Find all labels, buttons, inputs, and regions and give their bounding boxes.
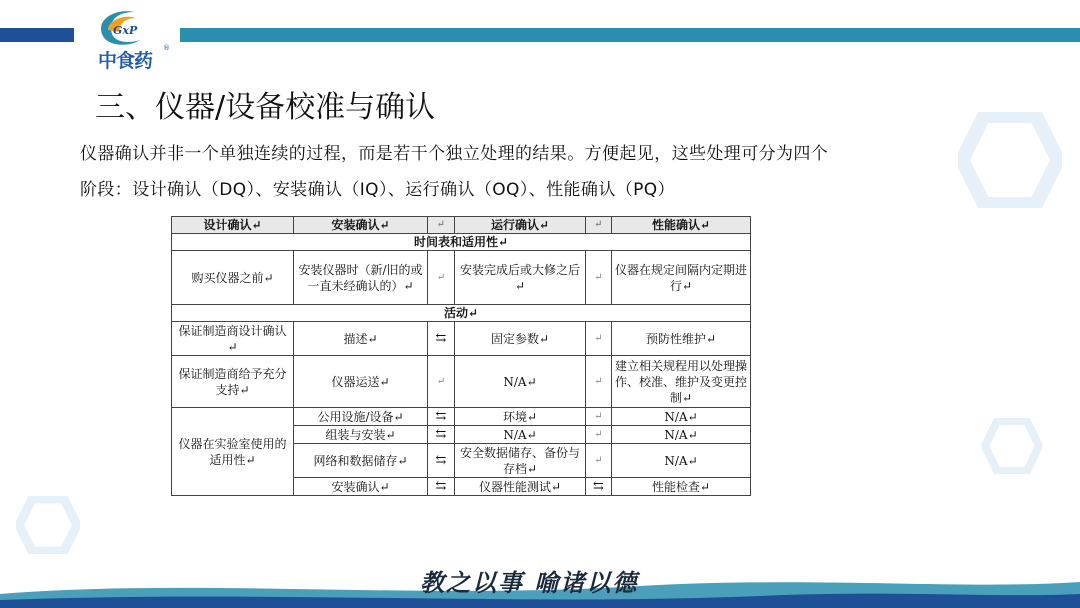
section-row-time bbox=[172, 234, 751, 251]
section-row-activity bbox=[172, 305, 751, 322]
intro-line-1: 仪器确认并非一个单独连续的过程，而是若干个独立处理的结果。方便起见，这些处理可分为四个 bbox=[80, 144, 829, 164]
cell-lab-iq: 公用设施/设备↵ bbox=[294, 408, 428, 426]
header-pq: 性能确认↵ bbox=[612, 217, 751, 234]
activity-row bbox=[172, 322, 751, 356]
intro-line-2: 阶段：设计确认（DQ）、安装确认（IQ）、运行确认（OQ）、性能确认（PQ） bbox=[80, 180, 675, 200]
cell-lab-iq: 网络和数据储存↵ bbox=[294, 444, 428, 478]
cell-lab-iq: 组装与安装↵ bbox=[294, 426, 428, 444]
cell-lab-oq: 安全数据储存、备份与存档↵ bbox=[455, 444, 586, 478]
cell-lab-oq: 仪器性能测试↵ bbox=[455, 478, 586, 496]
header-iq: 安装确认↵ bbox=[294, 217, 428, 234]
cell-lab-pq: 性能检查↵ bbox=[612, 478, 751, 496]
header-bar-right bbox=[180, 28, 1080, 42]
exchange-arrow-icon: ⇆ bbox=[428, 426, 455, 444]
exchange-arrow-icon: ⇆ bbox=[428, 408, 455, 426]
logo-name: 中食药 bbox=[98, 50, 153, 72]
cell-timing-pq: 仪器在规定间隔内定期进行↵ bbox=[612, 251, 751, 305]
cell-activity-iq: 描述↵ bbox=[294, 322, 428, 356]
cell-lab-oq: N/A↵ bbox=[455, 426, 586, 444]
header-dq: 设计确认↵ bbox=[172, 217, 294, 234]
cell-mark: ↵ bbox=[586, 322, 612, 356]
cell-mark: ↵ bbox=[586, 426, 612, 444]
cell-lab-pq: N/A↵ bbox=[612, 444, 751, 478]
cell-mark: ↵ bbox=[586, 356, 612, 408]
section-title-activity: 活动↵ bbox=[172, 305, 751, 322]
cell-mark: ↵ bbox=[428, 356, 455, 408]
header-mark: ↵ bbox=[428, 217, 455, 234]
cell-activity-dq: 保证制造商设计确认↵ bbox=[172, 322, 294, 356]
cell-timing-dq: 购买仪器之前↵ bbox=[172, 251, 294, 305]
cell-mark: ↵ bbox=[586, 444, 612, 478]
header-oq: 运行确认↵ bbox=[455, 217, 586, 234]
exchange-arrow-icon: ⇆ bbox=[428, 322, 455, 356]
cell-mark: ↵ bbox=[428, 251, 455, 305]
footer-slogan: 教之以事 喻诸以德 bbox=[420, 568, 639, 597]
cell-activity-dq: 保证制造商给予充分支持↵ bbox=[172, 356, 294, 408]
cell-lab-suitability: 仪器在实验室使用的适用性↵ bbox=[172, 408, 294, 496]
hexagon-decoration-icon bbox=[16, 496, 80, 554]
cell-activity-pq: 建立相关规程用以处理操作、校准、维护及变更控制↵ bbox=[612, 356, 751, 408]
cell-lab-oq: 环境↵ bbox=[455, 408, 586, 426]
exchange-arrow-icon: ⇆ bbox=[428, 478, 455, 496]
activity-row bbox=[172, 356, 751, 408]
header-mark: ↵ bbox=[586, 217, 612, 234]
table-header-row bbox=[172, 217, 751, 234]
cell-timing-iq: 安装仪器时（新/旧的或一直未经确认的）↵ bbox=[294, 251, 428, 305]
cell-activity-pq: 预防性维护↵ bbox=[612, 322, 751, 356]
logo-gxp-text: GxP bbox=[113, 24, 138, 37]
qualification-table bbox=[171, 216, 751, 496]
timing-row bbox=[172, 251, 751, 305]
header-bar-left bbox=[0, 28, 74, 42]
cell-lab-pq: N/A↵ bbox=[612, 408, 751, 426]
page-title: 三、仪器/设备校准与确认 bbox=[95, 90, 436, 125]
cell-mark: ↵ bbox=[586, 408, 612, 426]
hexagon-decoration-icon bbox=[982, 418, 1042, 474]
cell-timing-oq: 安装完成后或大修之后↵ bbox=[455, 251, 586, 305]
cell-mark: ↵ bbox=[586, 251, 612, 305]
cell-lab-iq: 安装确认↵ bbox=[294, 478, 428, 496]
cell-activity-oq: 固定参数↵ bbox=[455, 322, 586, 356]
lab-row bbox=[172, 408, 751, 426]
section-title-time: 时间表和适用性↵ bbox=[172, 234, 751, 251]
exchange-arrow-icon: ⇆ bbox=[586, 478, 612, 496]
intro-paragraph bbox=[80, 136, 1000, 208]
cell-activity-iq: 仪器运送↵ bbox=[294, 356, 428, 408]
logo-registered-mark: ® bbox=[163, 44, 170, 52]
cell-lab-pq: N/A↵ bbox=[612, 426, 751, 444]
cell-activity-oq: N/A↵ bbox=[455, 356, 586, 408]
exchange-arrow-icon: ⇆ bbox=[428, 444, 455, 478]
